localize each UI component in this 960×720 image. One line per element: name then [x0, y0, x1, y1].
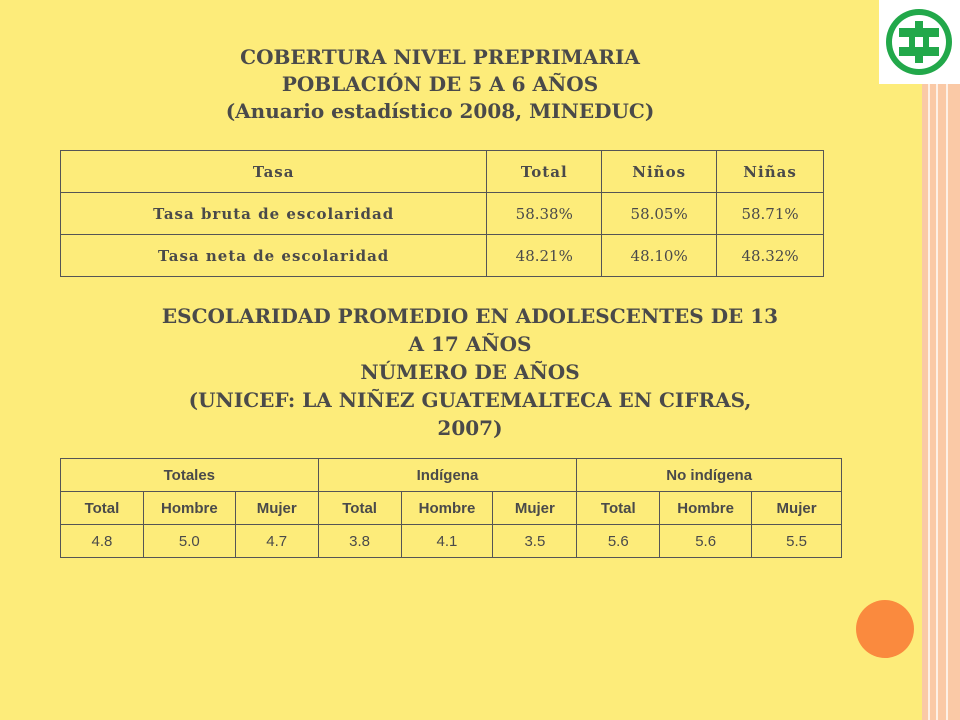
- table-header-row: [61, 151, 824, 193]
- subheader-cell: Mujer: [235, 492, 318, 525]
- table-cell: 4.7: [235, 525, 318, 558]
- subheader-cell: Hombre: [401, 492, 493, 525]
- table-cell: 3.8: [318, 525, 401, 558]
- subheader-cell: Total: [318, 492, 401, 525]
- title-line: (Anuario estadístico 2008, MINEDUC): [225, 99, 655, 123]
- schooling-table: [60, 458, 842, 558]
- table-cell: 5.0: [143, 525, 235, 558]
- stripe-line: [928, 0, 930, 720]
- coverage-table: [60, 150, 824, 277]
- title-line: NÚMERO DE AÑOS: [360, 360, 580, 384]
- table-cell: 48.21%: [487, 235, 602, 277]
- subheader-cell: Total: [577, 492, 660, 525]
- table-cell: 58.71%: [717, 193, 824, 235]
- subheader-cell: Mujer: [493, 492, 577, 525]
- table-row: [61, 525, 842, 558]
- header-cell: Niñas: [717, 151, 824, 193]
- subheader-cell: Hombre: [143, 492, 235, 525]
- decorative-stripe-band: [922, 0, 960, 720]
- schooling-title: [110, 302, 830, 442]
- table-cell: 5.6: [577, 525, 660, 558]
- title-line: (UNICEF: LA NIÑEZ GUATEMALTECA EN CIFRAS,: [188, 388, 752, 412]
- header-cell: Niños: [602, 151, 717, 193]
- table-cell: 48.10%: [602, 235, 717, 277]
- table-row: [61, 193, 824, 235]
- table-cell: 4.8: [61, 525, 144, 558]
- health-cross-logo-icon: [879, 0, 960, 84]
- row-label: Tasa bruta de escolaridad: [61, 193, 487, 235]
- title-line: A 17 AÑOS: [408, 332, 532, 356]
- table-cell: 48.32%: [717, 235, 824, 277]
- title-line: ESCOLARIDAD PROMEDIO EN ADOLESCENTES DE 13: [161, 304, 779, 328]
- group-header: No indígena: [577, 459, 842, 492]
- stripe-line: [946, 0, 948, 720]
- stripe-line: [936, 0, 938, 720]
- group-header: Indígena: [318, 459, 577, 492]
- table-row: [61, 235, 824, 277]
- subheader-cell: Total: [61, 492, 144, 525]
- title-line: POBLACIÓN DE 5 A 6 AÑOS: [281, 72, 599, 96]
- group-header-row: [61, 459, 842, 492]
- orange-circle-icon: [856, 600, 914, 658]
- row-label: Tasa neta de escolaridad: [61, 235, 487, 277]
- table-cell: 58.05%: [602, 193, 717, 235]
- subheader-cell: Mujer: [752, 492, 842, 525]
- group-header: Totales: [61, 459, 319, 492]
- subheader-row: [61, 492, 842, 525]
- title-line: COBERTURA NIVEL PREPRIMARIA: [240, 45, 640, 69]
- header-cell: Tasa: [61, 151, 487, 193]
- table-cell: 4.1: [401, 525, 493, 558]
- table-cell: 3.5: [493, 525, 577, 558]
- table-cell: 58.38%: [487, 193, 602, 235]
- coverage-title: [150, 44, 730, 125]
- subheader-cell: Hombre: [660, 492, 752, 525]
- header-cell: Total: [487, 151, 602, 193]
- logo-container: [879, 0, 960, 84]
- table-cell: 5.6: [660, 525, 752, 558]
- table-cell: 5.5: [752, 525, 842, 558]
- title-line: 2007): [437, 416, 503, 440]
